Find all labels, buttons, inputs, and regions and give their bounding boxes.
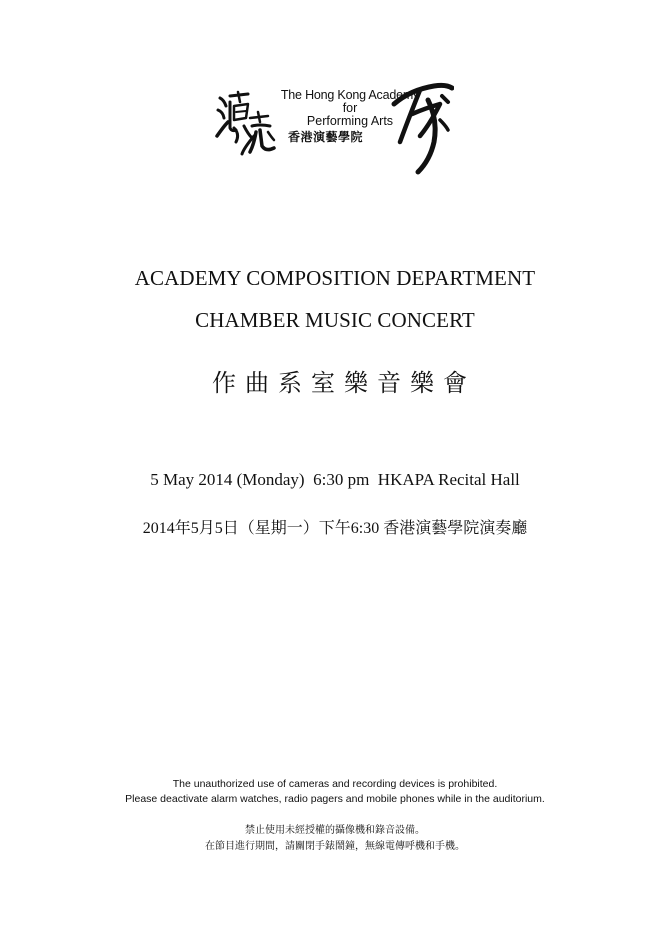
academy-name-english-line2: for	[342, 101, 358, 115]
academy-name-english-line1: The Hong Kong Academy	[280, 88, 420, 102]
academy-logo	[214, 80, 454, 176]
concert-title-chinese: 作曲系室樂音樂會	[212, 369, 476, 397]
academy-name-chinese: 香港演藝學院	[288, 130, 364, 144]
academy-name-english-line3: Performing Arts	[306, 114, 394, 128]
notice-chinese-line2: 在節目進行期間，請關閉手錶鬧鐘，無線電傳呼機和手機。	[205, 841, 465, 852]
concert-title-line1: ACADEMY COMPOSITION DEPARTMENT	[134, 266, 536, 290]
notice-english-line2: Please deactivate alarm watches, radio pagers and mobile phones while in the auditorium.	[125, 793, 545, 805]
academy-emblem-icon	[390, 80, 454, 176]
notice-english-line1: The unauthorized use of cameras and recording devices is prohibited.	[172, 778, 498, 790]
concert-title-line2: CHAMBER MUSIC CONCERT	[195, 308, 475, 332]
calligraphy-logo-icon	[214, 88, 280, 158]
event-details-english: 5 May 2014 (Monday) 6:30 pm HKAPA Recital Hall	[150, 470, 520, 489]
notice-chinese-line1: 禁止使用未經授權的攝像機和錄音設備。	[245, 825, 425, 836]
event-details-chinese: 2014年5月5日（星期一）下午6:30 香港演藝學院演奏廳	[142, 520, 528, 537]
